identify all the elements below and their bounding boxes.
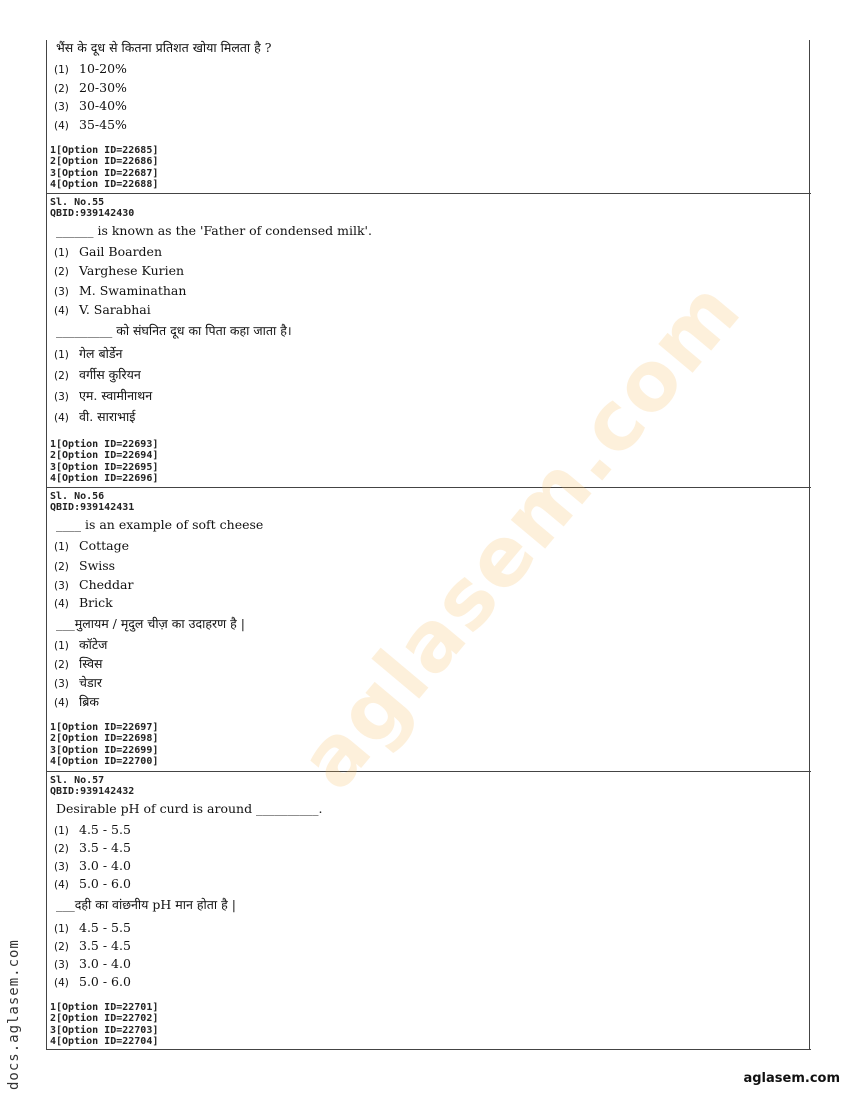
watermark-text: aglasem.com [281, 262, 760, 808]
option-3: (3) Cheddar [54, 577, 134, 592]
option-id: 1[Option ID=22693] [50, 439, 159, 450]
qbid: QBID:939142430 [50, 208, 135, 219]
serial-number: Sl. No.55 [50, 197, 105, 208]
option-1: (1) Cottage [54, 538, 129, 553]
option-id: 3[Option ID=22703] [50, 1024, 159, 1036]
option-id: 4[Option ID=22688] [50, 178, 159, 190]
option-id: 1[Option ID=22685] [50, 145, 159, 156]
hindi-option-3: (3) चेडार [54, 675, 102, 690]
hindi-option-1: (1) गेल बोर्डेन [54, 346, 123, 361]
hindi-question-text: ___मुलायम / मृदुल चीज़ का उदाहरण है | [56, 616, 245, 631]
hindi-option-1: (1) 10-20% [54, 61, 127, 76]
option-id-list [50, 145, 158, 190]
hindi-option-2: (2) स्विस [54, 656, 103, 671]
hindi-option-2: (2) वर्गीस कुरियन [54, 367, 141, 382]
hindi-option-4: (4) 5.0 - 6.0 [54, 974, 131, 989]
option-id-list [50, 439, 158, 484]
question-block-57 [47, 771, 811, 1050]
serial-number: Sl. No.57 [50, 775, 105, 786]
qbid: QBID:939142432 [50, 786, 135, 797]
option-2: (2) 3.5 - 4.5 [54, 840, 131, 855]
hindi-option-4: (4) वी. साराभाई [54, 409, 136, 424]
option-id: 1[Option ID=22701] [50, 1002, 159, 1013]
option-id: 3[Option ID=22699] [50, 744, 159, 756]
question-text: ______ is known as the 'Father of condensed milk'. [56, 223, 372, 238]
option-3: (3) 3.0 - 4.0 [54, 858, 131, 873]
option-4: (4) Brick [54, 595, 113, 610]
option-1: (1) Gail Boarden [54, 244, 162, 259]
question-text: Desirable pH of curd is around __________. [56, 801, 323, 816]
serial-number: Sl. No.56 [50, 491, 105, 502]
option-id: 4[Option ID=22696] [50, 472, 159, 484]
footer-brand-link[interactable]: aglasem.com [743, 1071, 840, 1086]
hindi-option-4: (4) ब्रिक [54, 694, 99, 709]
option-id: 3[Option ID=22695] [50, 461, 159, 473]
side-url-link[interactable]: docs.aglasem.com [6, 939, 22, 1090]
option-id: 4[Option ID=22704] [50, 1035, 159, 1047]
question-paper-frame [46, 40, 810, 1050]
option-1: (1) 4.5 - 5.5 [54, 822, 131, 837]
option-3: (3) M. Swaminathan [54, 283, 187, 298]
hindi-option-3: (3) 30-40% [54, 98, 127, 113]
hindi-option-2: (2) 20-30% [54, 80, 127, 95]
hindi-option-4: (4) 35-45% [54, 117, 127, 132]
hindi-question-text: भैंस के दूध से कितना प्रतिशत खोया मिलता है ? [56, 40, 272, 55]
option-2: (2) Swiss [54, 558, 116, 573]
option-id: 2[Option ID=22698] [50, 733, 159, 745]
option-4: (4) V. Sarabhai [54, 302, 151, 317]
hindi-option-2: (2) 3.5 - 4.5 [54, 938, 131, 953]
hindi-option-1: (1) कॉटेज [54, 637, 108, 652]
hindi-option-1: (1) 4.5 - 5.5 [54, 920, 131, 935]
option-4: (4) 5.0 - 6.0 [54, 876, 131, 891]
option-id: 3[Option ID=22687] [50, 167, 159, 179]
hindi-question-text: ___दही का वांछनीय pH मान होता है | [56, 897, 236, 912]
option-id: 4[Option ID=22700] [50, 755, 159, 767]
hindi-option-3: (3) एम. स्वामीनाथन [54, 388, 153, 403]
option-id-list [50, 722, 158, 767]
question-block-54 [47, 40, 811, 193]
option-id: 2[Option ID=22694] [50, 450, 159, 462]
option-id: 2[Option ID=22702] [50, 1013, 159, 1025]
hindi-question-text: _________ को संघनित दूध का पिता कहा जाता है। [56, 323, 292, 338]
hindi-option-3: (3) 3.0 - 4.0 [54, 956, 131, 971]
option-id: 1[Option ID=22697] [50, 722, 159, 733]
option-id: 2[Option ID=22686] [50, 156, 159, 168]
option-2: (2) Varghese Kurien [54, 263, 185, 278]
qbid: QBID:939142431 [50, 502, 135, 513]
option-id-list [50, 1002, 158, 1047]
question-text: ____ is an example of soft cheese [56, 517, 264, 532]
